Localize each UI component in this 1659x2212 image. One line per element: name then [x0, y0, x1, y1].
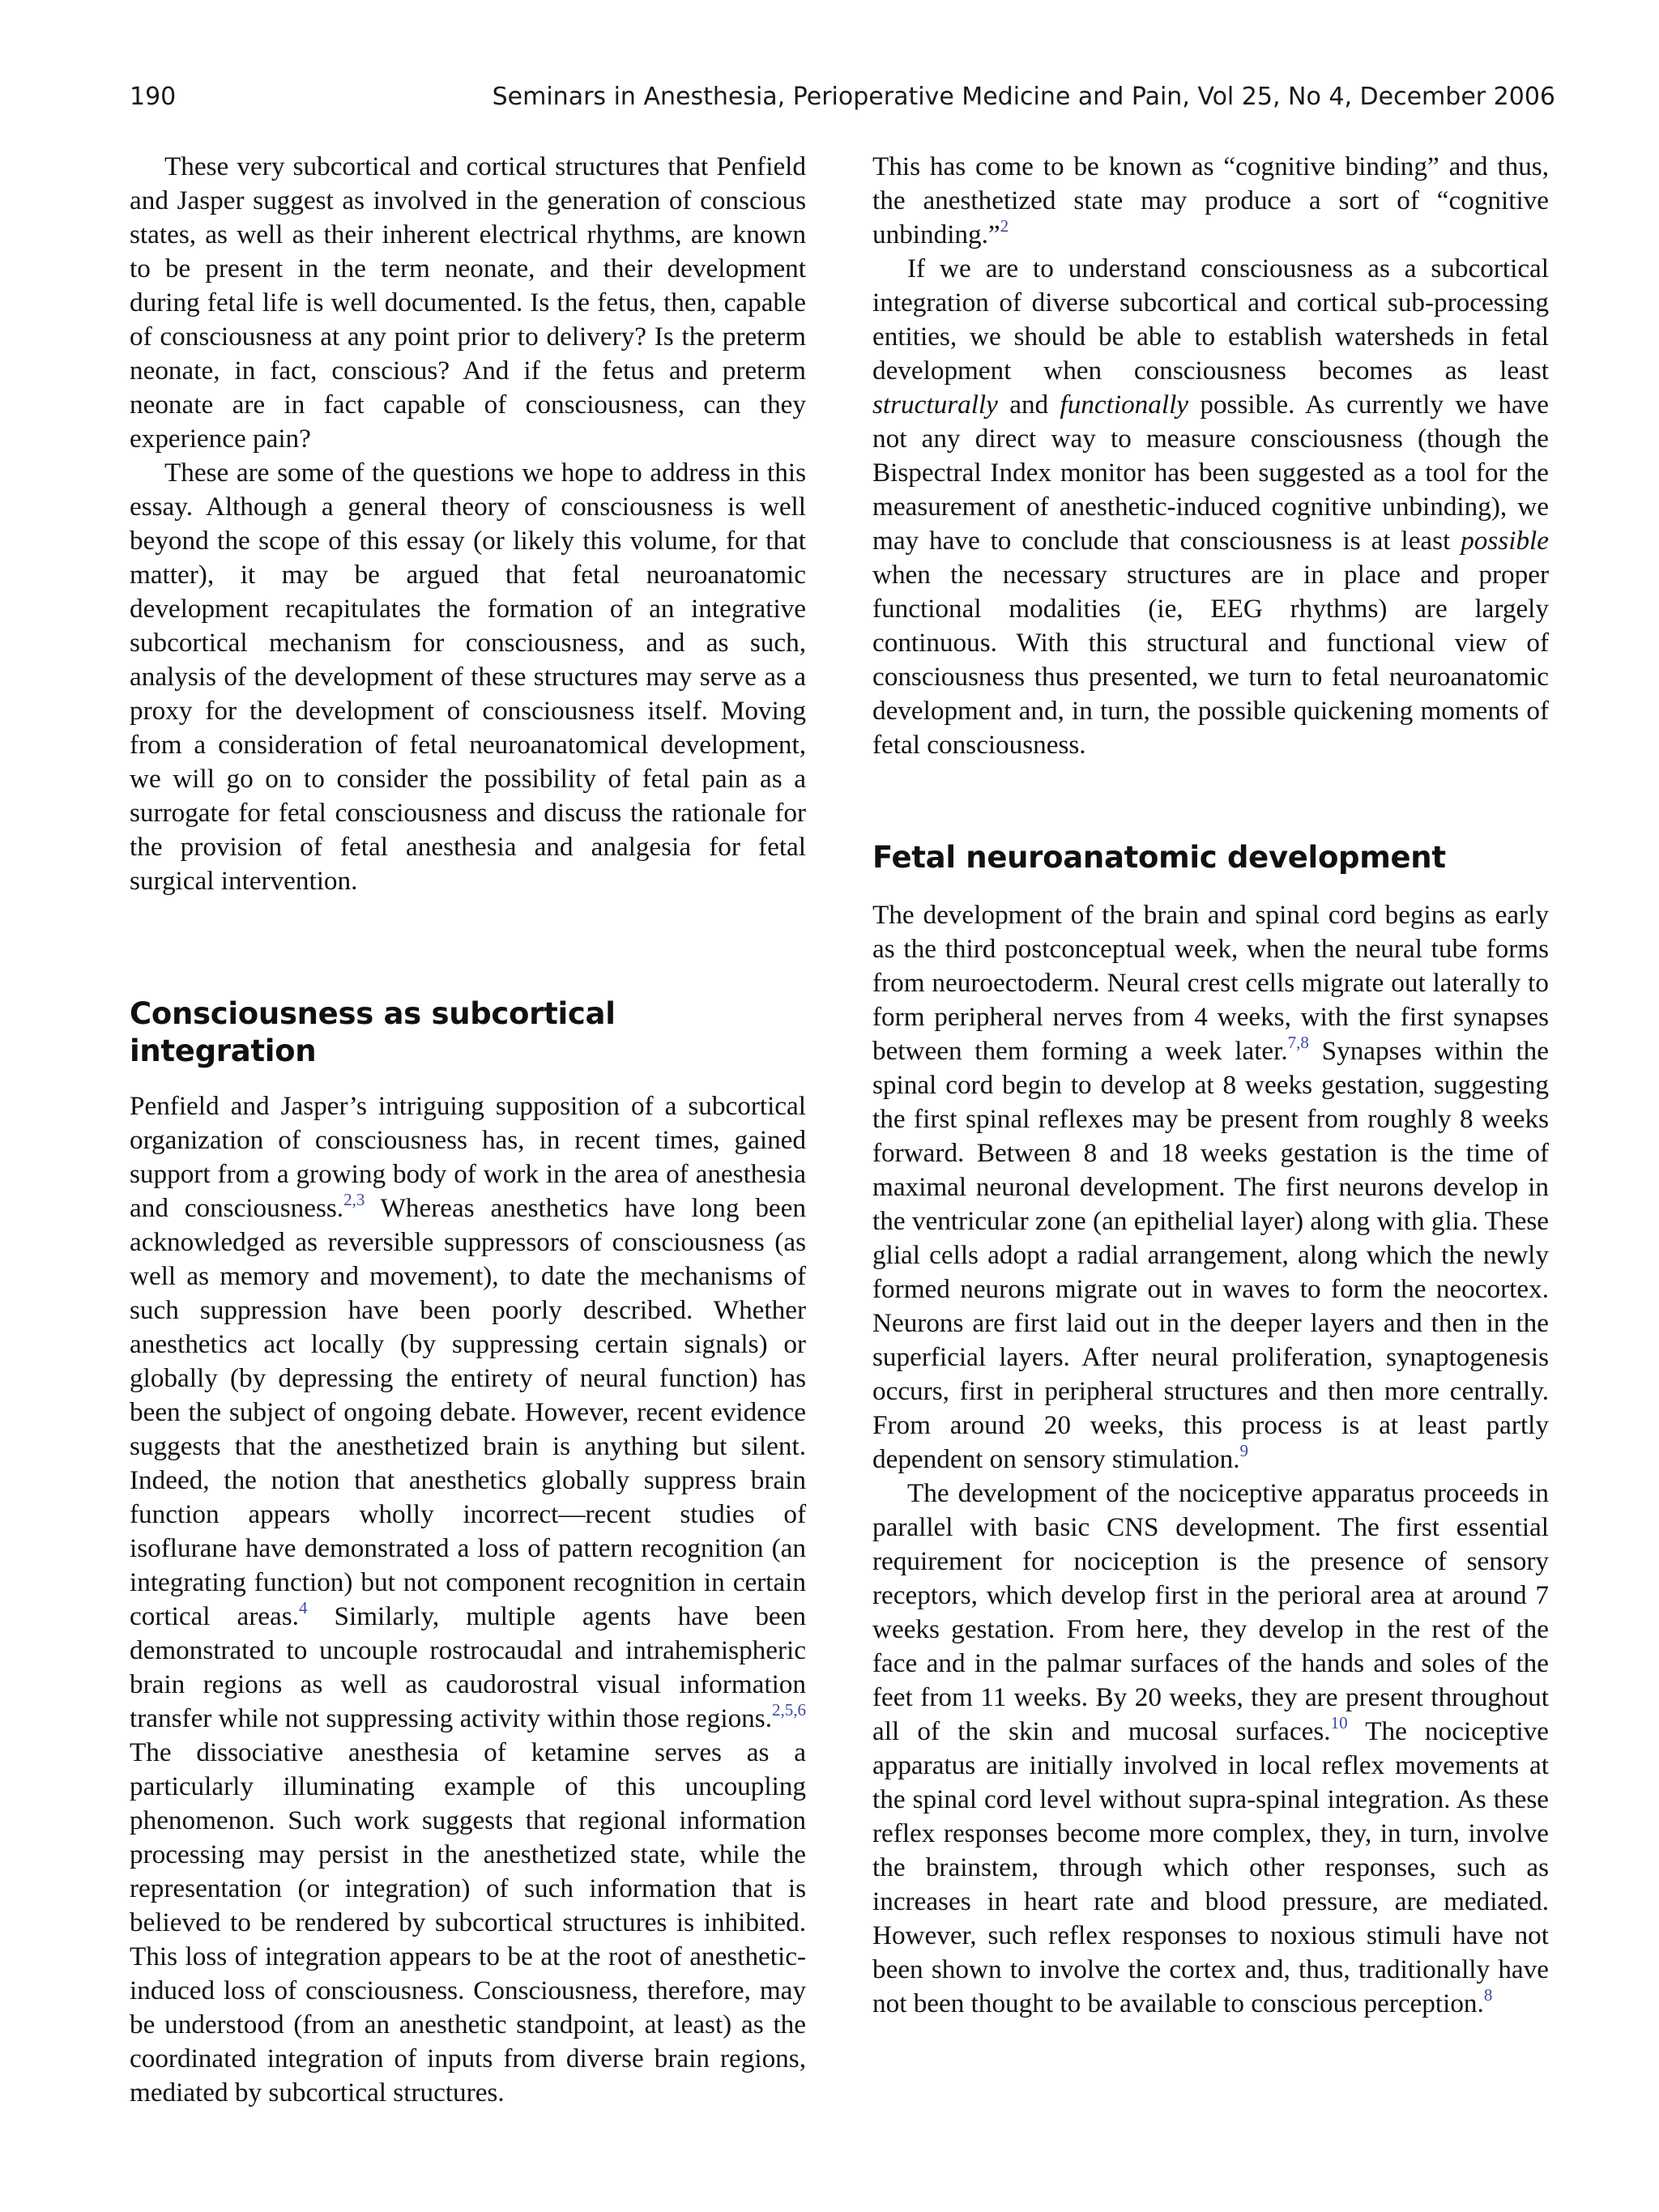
running-header — [130, 83, 1555, 123]
paragraph-text: This has come to be known as “cognitive binding” and thus, the anesthetized state may produce a sort of “cognitive unbinding.” — [872, 151, 1549, 249]
emphasis: functionally — [1060, 390, 1189, 420]
paragraph-text: Synapses within the spinal cord begin to develop at 8 weeks gestation, suggesting the first spinal reflexes may be present from roughly 8 weeks forward. Between 8 and 18 weeks gestation is the time of maximal neuronal development. The first neurons develop in the ventricular zone (an epithelial layer) along with glia. These glial cells adopt a radial arrangement, along which the newly formed neurons migrate out in waves to form the neocortex. Neurons are first laid out in the deeper layers and then in the superficial layers. After neural proliferation, synaptogenesis occurs, first in peripheral structures and then more centrally. From around 20 weeks, this process is at least partly dependent on sensory stimulation. — [872, 1036, 1550, 1474]
paragraph — [872, 1477, 1549, 2021]
paragraph-text: If we are to understand consciousness as a subcortical integration of diverse subcortical and cortical sub-processing entities, we should be able to establish watersheds in fetal development when consciousness becomes as least — [872, 254, 1549, 386]
paragraph — [130, 456, 806, 898]
paragraph-text: Whereas anesthetics have long been acknowledged as reversible suppressors of consciousness (as well as memory and movement), to date the mechanisms of such suppression have been poorly described. Whether anesthetics act locally (by suppressing certain signals) or globally (by depressing the entirety of neural function) has been the subject of ongoing debate. However, recent evidence suggests that the anesthetized brain is anything but silent. Indeed, the notion that anesthetics globally suppress brain function appears wholly incorrect—recent studies of isoflurane have demonstrated a loss of pattern recognition (an integrating function) but not component recognition in certain cortical areas. — [130, 1193, 806, 1631]
citation-link[interactable]: 9 — [1239, 1441, 1248, 1460]
citation-link[interactable]: 2,5,6 — [772, 1700, 806, 1720]
paragraph-text: These are some of the questions we hope to address in this essay. Although a general theory of consciousness is well beyond the scope of this essay (or likely this volume, for that matter), it may be argued that fetal neuroanatomic development recapitulates the formation of an integrative subcortical mechanism for consciousness, and as such, analysis of the development of these structures may serve as a proxy for the development of consciousness itself. Moving from a consideration of fetal neuroanatomical development, we will go on to consider the possibility of fetal pain as a surrogate for fetal consciousness and discuss the rationale for the provision of fetal anesthesia and analgesia for fetal surgical intervention. — [130, 458, 806, 896]
paragraph-text: Similarly, multiple agents have been demonstrated to uncouple rostrocaudal and intrahemispheric brain regions as well as caudorostral visual information transfer while not suppressing activity within those regions. — [130, 1601, 806, 1733]
citation-link[interactable]: 10 — [1330, 1713, 1348, 1733]
paragraph-text: when the necessary structures are in place and proper functional modalities (ie, EEG rhythms) are largely continuous. With this structural and functional view of consciousness thus presented, we turn to fetal neuroanatomic development and, in turn, the possible quickening moments of fetal consciousness. — [872, 560, 1549, 760]
citation-link[interactable]: 8 — [1483, 1985, 1493, 2005]
section-heading: Consciousness as subcortical integration — [130, 996, 616, 1068]
section-heading: Fetal neuroanatomic development — [872, 840, 1446, 875]
paragraph — [130, 1089, 806, 2110]
emphasis: possible — [1461, 526, 1549, 556]
paragraph-text: The development of the nociceptive apparatus proceeds in parallel with basic CNS development. The first essential requirement for nociception is the presence of sensory receptors, which develop first in the perioral area at around 7 weeks gestation. From here, they develop in the rest of the face and in the palmar surfaces of the hands and soles of the feet from 11 weeks. By 20 weeks, they are present throughout all of the skin and mucosal surfaces. — [872, 1478, 1549, 1746]
citation-link[interactable]: 7,8 — [1287, 1033, 1309, 1052]
page-number: 190 — [130, 83, 177, 111]
paragraph — [872, 252, 1549, 762]
paragraph-text: The dissociative anesthesia of ketamine serves as a particularly illuminating example of this uncoupling phenomenon. Such work suggests that regional information processing may persist in the anesthetized state, while the representation (or integration) of such information that is believed to be rendered by subcortical structures is inhibited. This loss of integration appears to be at the root of anesthetic-induced loss of consciousness. Consciousness, therefore, may be understood (from an anesthetic standpoint, at least) as the coordinated integration of inputs from diverse brain regions, mediated by subcortical structures. — [130, 1737, 806, 2108]
paragraph-text: Penfield and Jasper’s intriguing supposition of a subcortical organization of consciousness has, in recent times, gained support from a growing body of work in the area of anesthesia and consciousness. — [130, 1091, 806, 1223]
journal-citation: Seminars in Anesthesia, Perioperative Medicine and Pain, Vol 25, No 4, December 2006 — [492, 83, 1555, 111]
paragraph-text: These very subcortical and cortical structures that Penfield and Jasper suggest as involved in the generation of conscious states, as well as their inherent electrical rhythms, are known to be present in the term neonate, and their development during fetal life is well documented. Is the fetus, then, capable of consciousness at any point prior to delivery? Is the preterm neonate, in fact, conscious? And if the fetus and preterm neonate are in fact capable of consciousness, can they experience pain? — [130, 151, 806, 454]
paragraph-text: and — [997, 390, 1060, 420]
paragraph — [130, 150, 806, 456]
paragraph-text: The nociceptive apparatus are initially involved in local reflex movements at the spinal cord level without supra-spinal integration. As these reflex responses become more complex, they, in turn, involve the brainstem, through which other responses, such as increases in heart rate and blood pressure, are mediated. However, such reflex responses to noxious stimuli have not been shown to involve the cortex and, thus, traditionally have not been thought to be available to conscious perception. — [872, 1716, 1549, 2018]
citation-link[interactable]: 2 — [1000, 216, 1009, 236]
right-column — [872, 150, 1549, 2021]
paragraph-text: possible. As currently we have not any direct way to measure consciousness (though the Bispectral Index monitor has been suggested as a tool for the measurement of anesthetic-induced cognitive unbinding), we may have to conclude that consciousness is at least — [872, 390, 1550, 556]
left-column — [130, 150, 806, 2110]
paragraph — [872, 150, 1549, 252]
paragraph-text: The development of the brain and spinal cord begins as early as the third postconceptual week, when the neural tube forms from neuroectoderm. Neural crest cells migrate out laterally to form peripheral nerves from 4 weeks, with the first synapses between them forming a week later. — [872, 900, 1549, 1066]
paragraph — [872, 898, 1549, 1477]
emphasis: structurally — [872, 390, 998, 420]
citation-link[interactable]: 4 — [298, 1598, 308, 1617]
citation-link[interactable]: 2,3 — [343, 1190, 365, 1209]
